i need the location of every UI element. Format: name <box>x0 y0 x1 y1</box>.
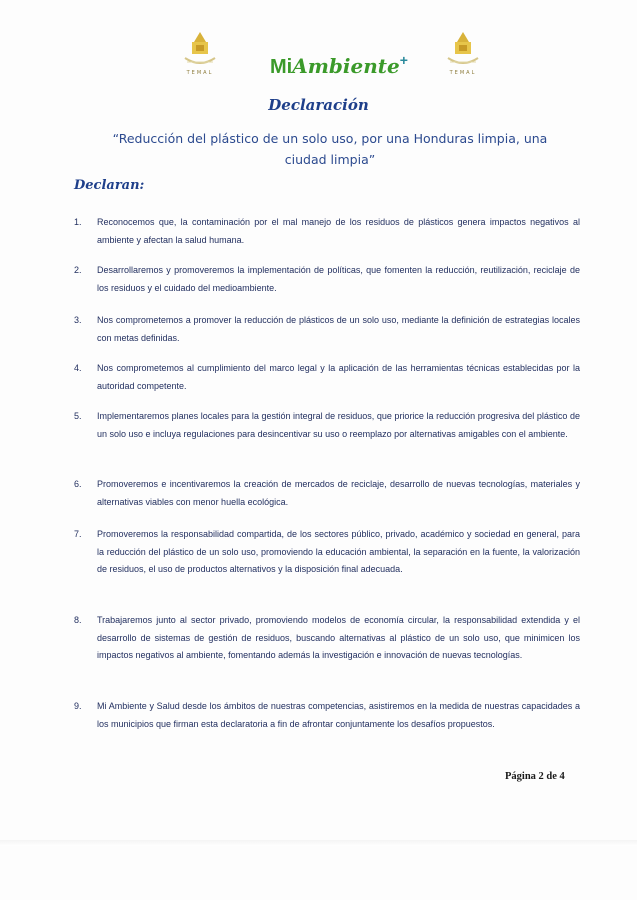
item-text: Nos comprometemos a promover la reducción de plásticos de un solo uso, mediante la definición de estrategias locales con metas definidas. <box>97 315 580 343</box>
declaration-subtitle: “Reducción del plástico de un solo uso, por una Honduras limpia, una ciudad limpia” <box>112 131 548 167</box>
item-text: Promoveremos la responsabilidad compartida, de los sectores público, privado, académico y sociedad en general, para la reducción del plástico de un solo uso, promoviendo la educación ambiental, la separación en la fuente, la valorización de residuos, el uso de productos alternativos y la disposición final adecuada. <box>97 529 580 574</box>
item-text: Implementaremos planes locales para la gestión integral de residuos, que priorice la reducción progresiva del plástico de un solo uso e incluya regulaciones para desincentivar su uso o reemplazo por alternativas amigables con el ambiente. <box>97 411 580 439</box>
brand-ambiente: Ambiente <box>292 54 400 78</box>
scan-edge-divider <box>0 840 637 846</box>
item-text: Desarrollaremos y promoveremos la implementación de políticas, que fomenten la reducción, reutilización, reciclaje de los residuos y el cuidado del medioambiente. <box>97 265 580 293</box>
page-title: Declaración <box>268 96 369 114</box>
item-text: Reconocemos que, la contaminación por el mal manejo de los residuos de plásticos genera impactos negativos al ambiente y afectan la salud humana. <box>97 217 580 245</box>
item-number: 3. <box>74 315 82 325</box>
coat-of-arms-right-logo <box>428 28 498 90</box>
seal-text-right: TEMAL <box>449 70 477 76</box>
item-number: 4. <box>74 363 82 373</box>
coat-of-arms-left-logo <box>165 28 235 90</box>
item-number: 8. <box>74 615 82 625</box>
mi-ambiente-logo <box>270 52 408 79</box>
brand-mi: Mi <box>270 56 293 78</box>
item-number: 1. <box>74 217 82 227</box>
item-text: Trabajaremos junto al sector privado, promoviendo modelos de economía circular, la responsabilidad extendida y el desarrollo de sistemas de gestión de residuos, buscando alternativas al plástico de un solo uso, que minimicen los impactos negativos al ambiente, fomentando además la investigación e innovación de nuevas tecnologías. <box>97 615 580 660</box>
item-text: Promoveremos e incentivaremos la creación de mercados de reciclaje, desarrollo de nuevas tecnologías, materiales y alternativas viables con menor huella ecológica. <box>97 479 580 507</box>
item-text: Nos comprometemos al cumplimiento del marco legal y la aplicación de las herramientas técnicas establecidas por la autoridad competente. <box>97 363 580 391</box>
declaran-heading: Declaran: <box>74 178 145 193</box>
page-number: Página 2 de 4 <box>505 771 565 782</box>
item-number: 6. <box>74 479 82 489</box>
brand-plus: + <box>399 52 408 68</box>
item-text: Mi Ambiente y Salud desde los ámbitos de nuestras competencias, asistiremos en la medida de nuestras capacidades a los municipios que firman esta declaratoria a fin de afrontar conjuntamente los desafíos propuestos. <box>97 701 580 729</box>
item-number: 9. <box>74 701 82 711</box>
item-number: 7. <box>74 529 82 539</box>
seal-text-left: TEMAL <box>186 70 214 76</box>
item-number: 5. <box>74 411 82 421</box>
item-number: 2. <box>74 265 82 275</box>
